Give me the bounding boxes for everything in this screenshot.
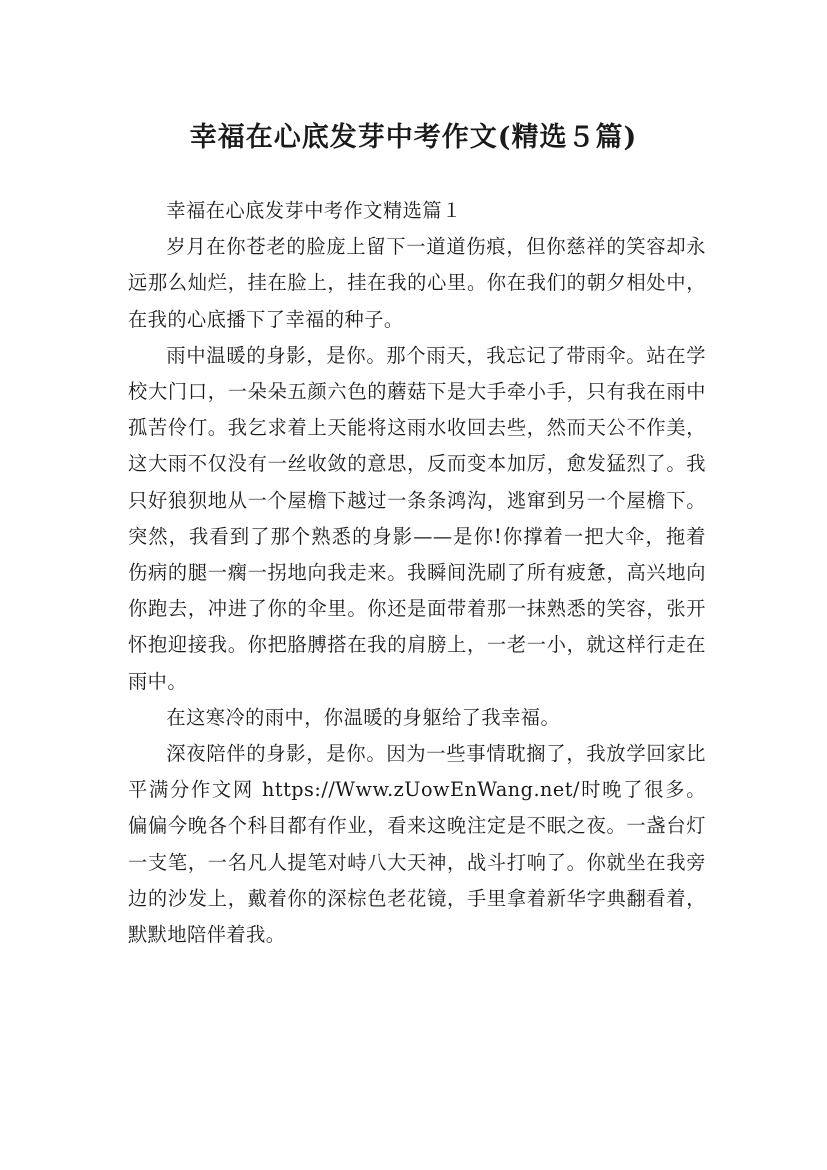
section-heading: 幸福在心底发芽中考作文精选篇１	[166, 199, 462, 222]
paragraph-3: 在这寒冷的雨中，你温暖的身躯给了我幸福。	[166, 705, 561, 729]
document-title: 幸福在心底发芽中考作文(精选５篇)	[189, 122, 638, 154]
paragraph-1: 岁月在你苍老的脸庞上留下一道道伤痕，但你慈祥的笑容却永远那么灿烂，挂在脸上，挂在我的心里。你在我们的朝夕相处中，在我的心底播下了幸福的种子。	[128, 235, 706, 331]
paragraph-2: 雨中温暖的身影，是你。那个雨天，我忘记了带雨伞。站在学校大门口，一朵朵五颜六色的蘑菇下是大手牵小手，只有我在雨中孤苦伶仃。我乞求着上天能将这雨水收回去些，然而天公不作美，这大雨不仅没有一丝收敛的意思，反而变本加厉，愈发猛烈了。我只好狼狈地从一个屋檐下越过一条条鸿沟，逃窜到另一个屋檐下。突然，我看到了那个熟悉的身影——是你!你撑着一把大伞，拖着伤病的腿一瘸一拐地向我走来。我瞬间洗刷了所有疲惫，高兴地向你跑去，冲进了你的伞里。你还是面带着那一抹熟悉的笑容，张开怀抱迎接我。你把胳膊搭在我的肩膀上，一老一小，就这样行走在雨中。	[128, 343, 706, 693]
document-body	[128, 193, 706, 953]
paragraph-4: 深夜陪伴的身影，是你。因为一些事情耽搁了，我放学回家比平满分作文网 https://Www.zUowEnWang.net/时晚了很多。偏偏今晚各个科目都有作业，看来这晚注定是不眠之夜。一盏台灯一支笔，一名凡人提笔对峙八大天神，战斗打响了。你就坐在我旁边的沙发上，戴着你的深棕色老花镜，手里拿着新华字典翻看着，默默地陪伴着我。	[128, 742, 706, 947]
